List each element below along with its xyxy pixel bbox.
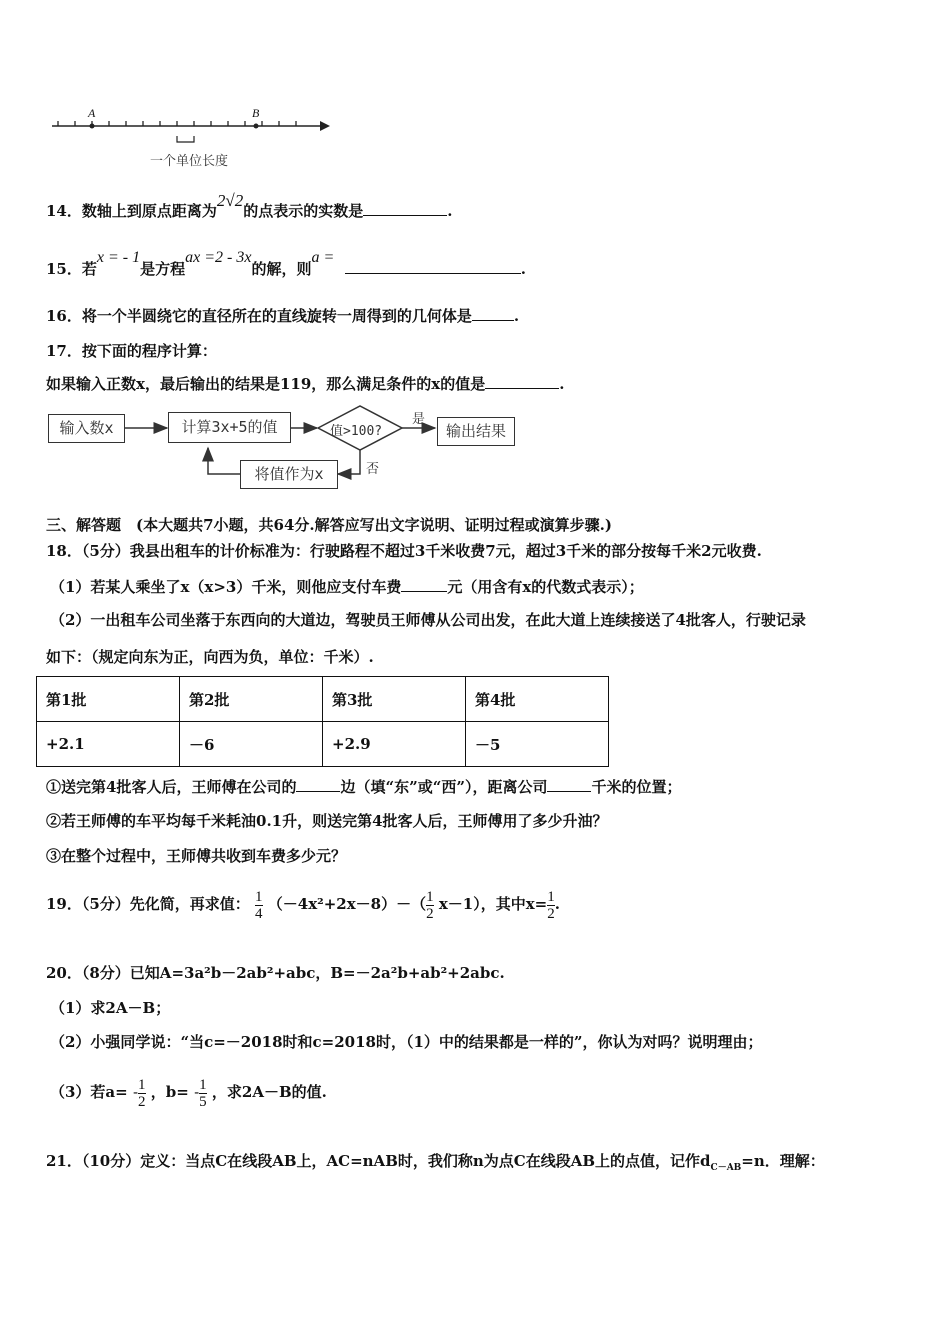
table-cell: +2.9 — [323, 722, 466, 767]
point-a-dot — [90, 124, 95, 129]
q18-part1-a: （1）若某人乘坐了x（x>3）千米，则他应支付车费 — [50, 578, 402, 596]
question-20-part3: （3）若a= - $\frac{1}{2}$ ，b= - $\frac{1}{5}$ ，求2A－B的值. — [50, 1076, 327, 1110]
table-cell: －5 — [466, 722, 609, 767]
q18-part1-blank[interactable] — [401, 577, 447, 592]
section-3-heading: 三、解答题 (本大题共7小题，共64分.解答应写出文字说明、证明过程或演算步骤.) — [46, 516, 612, 534]
table-header-row — [37, 677, 609, 722]
question-18-sub3: ③在整个过程中，王师傅共收到车费多少元？ — [46, 847, 347, 865]
q18-sub1-a: ①送完第4批客人后，王师傅在公司的 — [46, 778, 297, 796]
q19-expression-2: x－1），其中x= — [438, 895, 548, 913]
unit-length-label: 一个单位长度 — [150, 154, 229, 169]
q15-condition: x = - 1 — [96, 249, 141, 266]
flow-input-box: 输入数x — [48, 414, 125, 443]
flow-output-box: 输出结果 — [437, 417, 515, 446]
q14-suffix: 的点表示的实数是 — [243, 202, 364, 220]
q20-fraction-b: $\frac{1}{5}$ — [199, 1076, 207, 1110]
q19-expression-1: （－4x²+2x－8）－（ — [267, 895, 427, 913]
table-row — [37, 722, 609, 767]
q17-body-text: 如果输入正数x，最后输出的结果是119，那么满足条件的x的值是 — [46, 375, 486, 393]
q15-answer-blank[interactable] — [345, 259, 521, 274]
q15-prefix: 15．若 — [46, 260, 97, 278]
question-20-part1: （1）求2A－B； — [50, 999, 171, 1017]
q19-prefix: 19．（5分）先化简，再求值： — [46, 895, 250, 913]
q20-fraction-a: $\frac{1}{2}$ — [138, 1076, 146, 1110]
table-header-cell: 第1批 — [37, 677, 180, 722]
question-17-body: 如果输入正数x，最后输出的结果是119，那么满足条件的x的值是 . — [46, 375, 565, 393]
q15-target: a = — [311, 249, 335, 266]
q15-mid1: 是方程 — [140, 260, 186, 278]
driving-record-table — [36, 676, 609, 767]
question-17-title: 17．按下面的程序计算： — [46, 342, 217, 360]
question-18-sub1 — [46, 776, 681, 797]
question-19: 19．（5分）先化简，再求值： $\frac{1}{4}$ （－4x²+2x－8）－（ $\frac{1}{2}$ x－1），其中x= $\frac{1}{2}$ . — [46, 888, 560, 922]
q20-part3-a: （3）若a= — [50, 1083, 128, 1101]
arrow-loop-to-compute — [208, 448, 240, 474]
q21-text: 21．（10分）定义：当点C在线段AB上，AC=nAB时，我们称n为点C在线段AB上的点值，记作d — [46, 1152, 711, 1170]
table-cell: +2.1 — [37, 722, 180, 767]
question-15: 15．若x = - 1是方程ax =2 - 3x的解，则a = . — [46, 249, 526, 278]
q20-part3-c: ，求2A－B的值. — [211, 1083, 327, 1101]
q18-sub1-blank-distance[interactable] — [547, 777, 591, 792]
q21-end: =n．理解： — [741, 1152, 825, 1170]
arrow-decision-to-loop — [338, 450, 360, 474]
q16-text: 16．将一个半圆绕它的直径所在的直线旋转一周得到的几何体是 — [46, 307, 472, 325]
flow-no-label: 否 — [366, 462, 380, 477]
q18-sub1-b: 边（填“东”或“西”），距离公司 — [340, 778, 548, 796]
point-b-dot — [254, 124, 259, 129]
q14-prefix: 14．数轴上到原点距离为 — [46, 202, 217, 220]
question-20-part2: （2）小强同学说：“当c=－2018时和c=2018时，（1）中的结果都是一样的”，你认为对吗？说明理由； — [50, 1033, 763, 1051]
question-18-stem: 18．（5分）我县出租车的计价标准为：行驶路程不超过3千米收费7元，超过3千米的部分按每千米2元收费. — [46, 542, 762, 560]
question-16: 16．将一个半圆绕它的直径所在的直线旋转一周得到的几何体是 . — [46, 307, 520, 325]
q19-fraction-quarter: $\frac{1}{4}$ — [255, 888, 263, 922]
q18-sub1-c: 千米的位置； — [591, 778, 682, 796]
q14-answer-blank[interactable] — [363, 201, 447, 216]
q14-value: 2√2 — [216, 191, 244, 210]
table-header-cell: 第4批 — [466, 677, 609, 722]
q18-part1-b: 元（用含有x的代数式表示）； — [447, 578, 644, 596]
point-a-label: A — [88, 106, 96, 120]
question-14: 14．数轴上到原点距离为2√2的点表示的实数是 . — [46, 191, 453, 220]
q15-mid2: 的解，则 — [251, 260, 312, 278]
q15-equation: ax =2 - 3x — [185, 249, 252, 266]
table-cell: －6 — [180, 722, 323, 767]
flow-decision-label: 值>100? — [330, 424, 383, 439]
q21-subscript: C－AB — [710, 1163, 742, 1173]
question-18-part1 — [50, 576, 644, 597]
q18-sub1-blank-direction[interactable] — [296, 777, 340, 792]
table-header-cell: 第2批 — [180, 677, 323, 722]
point-b-label: B — [252, 106, 260, 120]
flow-compute-box: 计算3x+5的值 — [168, 412, 291, 443]
question-18-part2-line1: （2）一出租车公司坐落于东西向的大道边，驾驶员王师傅从公司出发，在此大道上连续接送了4批客人，行驶记录 — [50, 611, 806, 629]
q19-fraction-half: $\frac{1}{2}$ — [426, 888, 434, 922]
q17-answer-blank[interactable] — [485, 374, 559, 389]
q20-part3-b: ，b= — [150, 1083, 189, 1101]
flow-loop-box: 将值作为x — [240, 460, 338, 489]
question-21 — [46, 1150, 825, 1173]
q19-fraction-x: $\frac{1}{2}$ — [547, 888, 555, 922]
table-header-cell: 第3批 — [323, 677, 466, 722]
question-18-part2-line2: 如下：（规定向东为正，向西为负，单位：千米）. — [46, 648, 374, 666]
question-18-sub2: ②若王师傅的车平均每千米耗油0.1升，则送完第4批客人后，王师傅用了多少升油？ — [46, 812, 608, 830]
q16-answer-blank[interactable] — [472, 306, 514, 321]
question-20-stem: 20．（8分）已知A=3a²b－2ab²+abc，B=－2a²b+ab²+2abc. — [46, 964, 505, 982]
flow-yes-label: 是 — [412, 412, 426, 427]
